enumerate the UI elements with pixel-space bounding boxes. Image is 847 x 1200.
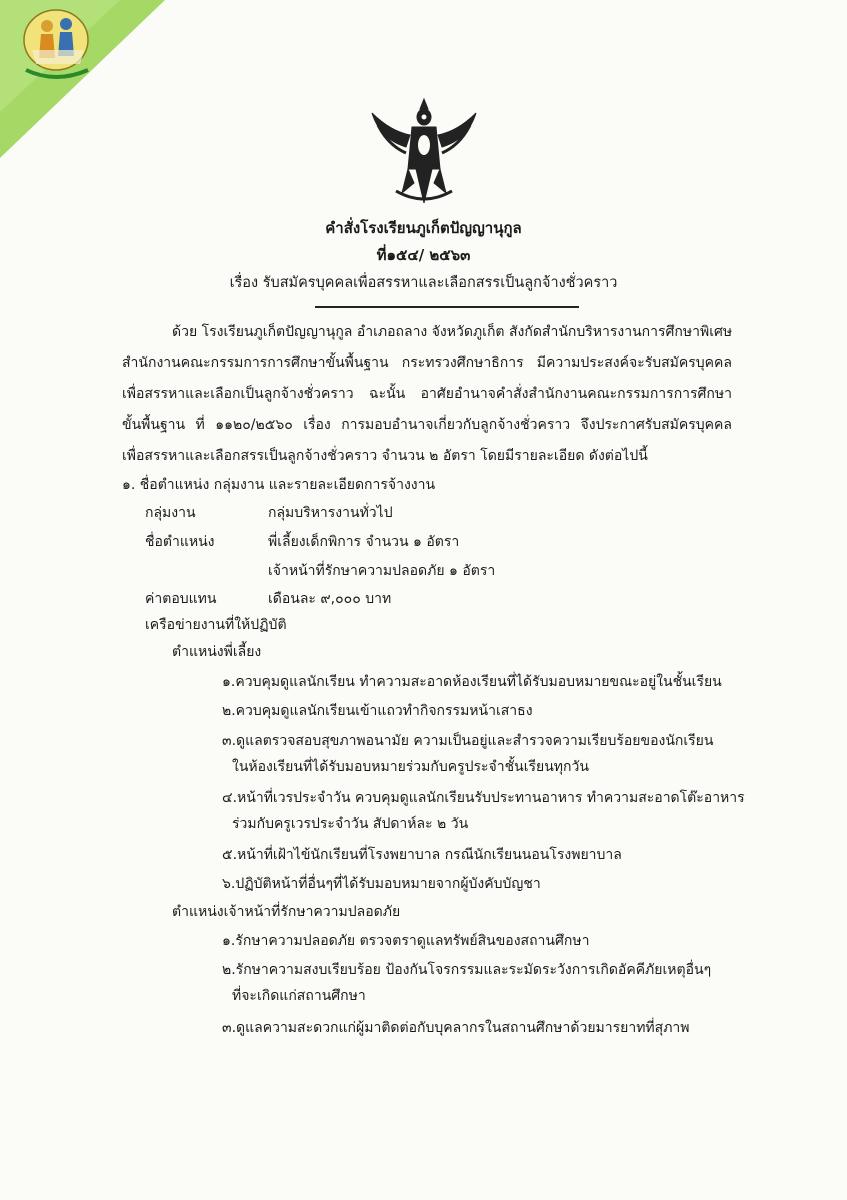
position-value: พี่เลี้ยงเด็กพิการ จำนวน ๑ อัตรา (268, 534, 460, 550)
security-heading: ตำแหน่งเจ้าหน้าที่รักษาความปลอดภัย (172, 904, 401, 920)
position-value: เจ้าหน้าที่รักษาความปลอดภัย ๑ อัตรา (268, 563, 496, 579)
duty-item: ๓.ดูแลตรวจสอบสุขภาพอนามัย ความเป็นอยู่และสำรวจความเรียบร้อยของนักเรียน (222, 733, 714, 749)
position-label: ชื่อตำแหน่ง (145, 534, 215, 550)
order-subject: เรื่อง รับสมัครบุคคลเพื่อสรรหาและเลือกสรรเป็นลูกจ้างชั่วคราว (229, 275, 618, 291)
duty-item: ๔.หน้าที่เวรประจำวัน ควบคุมดูแลนักเรียนรับประทานอาหาร ทำความสะอาดโต๊ะอาหาร (222, 790, 745, 806)
garuda-emblem (366, 95, 482, 207)
group-value: กลุ่มบริหารงานทั่วไป (268, 505, 393, 521)
intro-line: เพื่อสรรหาและเลือกสรรเป็นลูกจ้างชั่วคราว จำนวน ๒ อัตรา โดยมีรายละเอียด ดังต่อไปนี้ (122, 448, 648, 464)
intro-line: เพื่อสรรหาและเลือกเป็นลูกจ้างชั่วคราว ฉะนั้น อาศัยอำนาจคำสั่งสำนักงานคณะกรรมการการศึกษา (122, 386, 732, 402)
duty-item: ๕.หน้าที่เฝ้าไข้นักเรียนที่โรงพยาบาล กรณีนักเรียนนอนโรงพยาบาล (222, 847, 622, 863)
duty-item-continued: ร่วมกับครูเวรประจำวัน สัปดาห์ละ ๒ วัน (232, 816, 469, 832)
section-heading: ๑. ชื่อตำแหน่ง กลุ่มงาน และรายละเอียดการจ้างงาน (122, 477, 436, 493)
duty-item-continued: ที่จะเกิดแก่สถานศึกษา (232, 988, 366, 1004)
duty-item: ๖.ปฏิบัติหน้าที่อื่นๆที่ได้รับมอบหมายจากผู้บังคับบัญชา (222, 876, 541, 892)
school-logo (14, 6, 100, 84)
nanny-heading: ตำแหน่งพี่เลี้ยง (172, 644, 262, 660)
pay-value: เดือนละ ๙,๐๐๐ บาท (268, 591, 392, 607)
order-title: คำสั่งโรงเรียนภูเก็ตปัญญานุกูล (325, 219, 522, 237)
pay-label: ค่าตอบแทน (145, 591, 217, 607)
duty-item: ๑.รักษาความปลอดภัย ตรวจตราดูแลทรัพย์สินของสถานศึกษา (222, 933, 590, 949)
duty-item: ๒.รักษาความสงบเรียบร้อย ป้องกันโจรกรรมและระมัดระวังการเกิดอัคคีภัยเหตุอื่นๆ (222, 962, 712, 978)
intro-line: ขั้นพื้นฐาน ที่ ๑๑๒๐/๒๕๖๐ เรื่อง การมอบอำนาจเกี่ยวกับลูกจ้างชั่วคราว จึงประกาศรับสมัครบุคคล (122, 417, 732, 433)
intro-line: ด้วย โรงเรียนภูเก็ตปัญญานุกูล อำเภอถลาง จังหวัดภูเก็ต สังกัดสำนักบริหารงานการศึกษาพิเศษ (172, 324, 733, 340)
intro-line: สำนักงานคณะกรรมการการศึกษาขั้นพื้นฐาน กระทรวงศึกษาธิการ มีความประสงค์จะรับสมัครบุคคล (122, 355, 732, 371)
duty-item: ๑.ควบคุมดูแลนักเรียน ทำความสะอาดห้องเรียนที่ได้รับมอบหมายขณะอยู่ในชั้นเรียน (222, 674, 722, 690)
header-divider (315, 306, 579, 308)
group-label: กลุ่มงาน (145, 505, 196, 521)
duty-item-continued: ในห้องเรียนที่ได้รับมอบหมายร่วมกับครูประจำชั้นเรียนทุกวัน (232, 759, 589, 775)
duty-item: ๒.ควบคุมดูแลนักเรียนเข้าแถวทำกิจกรรมหน้าเสาธง (222, 703, 533, 719)
order-number: ที่๑๕๔/ ๒๕๖๓ (376, 246, 471, 264)
duties-heading: เครือข่ายงานที่ให้ปฏิบัติ (145, 617, 287, 633)
duty-item: ๓.ดูแลความสะดวกแก่ผู้มาติดต่อกับบุคลากรในสถานศึกษาด้วยมารยาทที่สุภาพ (222, 1020, 690, 1036)
